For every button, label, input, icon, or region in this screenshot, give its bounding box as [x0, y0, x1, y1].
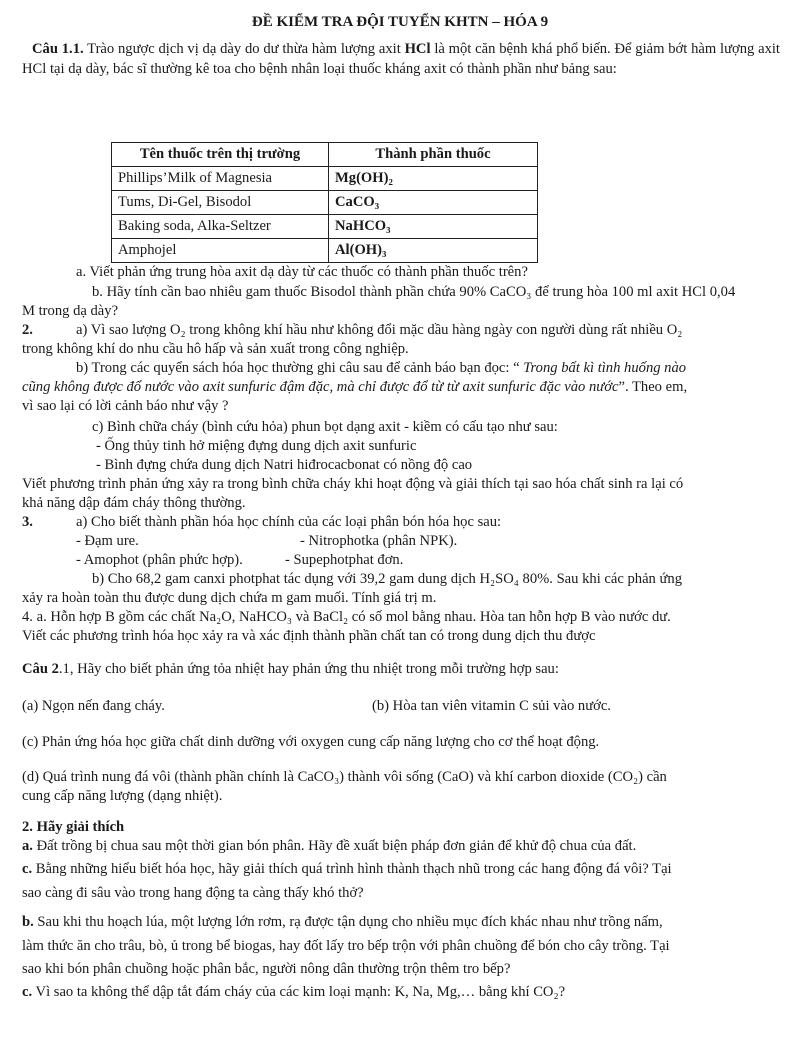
table-cell: Baking soda, Alka-Seltzer	[112, 215, 329, 239]
item-label: c.	[22, 861, 33, 877]
item-label: c.	[22, 984, 33, 1000]
question-2-1-a: (a) Ngọn nến đang cháy.	[22, 698, 165, 714]
question-2-a-line-1: a) Vì sao lượng O₂ trong không khí hầu như không đổi mặc dầu hàng ngày con người dùng rất nhiều O₂	[76, 322, 683, 338]
section-2-c-second	[22, 983, 565, 1003]
question-3-number: 3.	[22, 514, 33, 530]
fertilizer-item: - Nitrophotka (phân NPK).	[300, 533, 458, 549]
section-2-title: 2. Hãy giải thích	[22, 819, 125, 835]
question-2-c-line-2: - Ống thủy tinh hở miệng đựng dung dịch axit sunfuric	[96, 438, 417, 454]
question-text: b) Trong các quyển sách hóa học thường ghi câu sau để cảnh báo bạn đọc: “	[76, 360, 524, 376]
table-cell: CaCO₃	[329, 191, 538, 215]
question-2-1-d-line-1: (d) Quá trình nung đá vôi (thành phần chính là CaCO₃) thành vôi sống (CaO) và khí carbon dioxide (CO₂) cần	[22, 769, 667, 785]
antacid-table	[111, 142, 538, 263]
question-1-1-b-line-1: b. Hãy tính cần bao nhiêu gam thuốc Bisodol thành phần chứa 90% CaCO₃ để trung hòa 100 ml axit HCl 0,04	[92, 284, 736, 300]
question-2-a-line-2: trong không khí do nhu cầu hô hấp và sản xuất trong công nghiệp.	[22, 341, 409, 357]
item-label: b.	[22, 914, 34, 930]
table-cell: Mg(OH)₂	[329, 167, 538, 191]
question-2-b-line-1	[76, 359, 686, 379]
question-label: Câu 2	[22, 661, 59, 677]
table-row	[112, 215, 538, 239]
table-header: Thành phần thuốc	[329, 143, 538, 167]
question-3-a: a) Cho biết thành phần hóa học chính của các loại phân bón hóa học sau:	[76, 514, 502, 530]
question-3-b-line-2: xảy ra hoàn toàn thu được dung dịch chứa m gam muối. Tính giá trị m.	[22, 590, 437, 606]
question-2-number: 2.	[22, 322, 33, 338]
question-1-1-b-line-2: M trong dạ dày?	[22, 303, 119, 319]
question-4-line-1: 4. a. Hỗn hợp B gồm các chất Na₂O, NaHCO₃ và BaCl₂ có số mol bằng nhau. Hòa tan hỗn hợp B vào nước dư.	[22, 609, 671, 625]
table-row	[112, 191, 538, 215]
question-2-b-line-2	[22, 378, 687, 398]
question-2-1-d-line-2: cung cấp năng lượng (dạng nhiệt).	[22, 788, 223, 804]
item-text: Vì sao ta không thể dập tắt đám cháy của các kim loại mạnh: K, Na, Mg,… bằng khí CO₂?	[32, 984, 566, 1000]
fertilizer-item: - Đạm ure.	[76, 533, 139, 549]
table-cell: NaHCO₃	[329, 215, 538, 239]
question-text: là một căn bệnh khá phổ biến. Để giảm bớt hàm lượng axit HCl tại dạ dày, bác sĩ thường kê toa cho bệnh nhân loại thuốc kháng axit có thành phần như bảng sau:	[22, 41, 780, 77]
item-label: a.	[22, 838, 33, 854]
question-2-c-line-1: c) Bình chữa cháy (bình cứu hỏa) phun bọt dạng axit - kiềm có cấu tạo như sau:	[92, 419, 558, 435]
item-text: Đất trồng bị chua sau một thời gian bón phân. Hãy đề xuất biện pháp đơn giản để khử độ chua của đất.	[32, 838, 637, 854]
page-title: ĐỀ KIỂM TRA ĐỘI TUYỂN KHTN – HÓA 9	[251, 14, 549, 30]
question-2-1-b: (b) Hòa tan viên vitamin C sủi vào nước.	[372, 698, 611, 714]
fertilizer-item: - Amophot (phân phức hợp).	[76, 552, 243, 568]
question-2-c-line-5: khả năng dập đám cháy thông thường.	[22, 495, 246, 511]
question-3-b-line-1: b) Cho 68,2 gam canxi photphat tác dụng với 39,2 gam dung dịch H₂SO₄ 80%. Sau khi các phản ứng	[92, 571, 682, 587]
table-header: Tên thuốc trên thị trường	[112, 143, 329, 167]
section-2-c-line-1	[22, 860, 672, 880]
table-row	[112, 167, 538, 191]
section-2-b-line-2: làm thức ăn cho trâu, bò, ủ trong bể biogas, hay đốt lấy tro bếp trộn với phân chuồng để bón cho cây trồng. Tại	[22, 938, 670, 954]
table-row	[112, 239, 538, 263]
question-label: Câu 1.1.	[32, 41, 84, 57]
table-cell: Amphojel	[112, 239, 329, 263]
question-text: Trào ngược dịch vị dạ dày do dư thừa hàm lượng axit	[83, 41, 405, 57]
question-1-1-a: a. Viết phản ứng trung hòa axit dạ dày từ các thuốc có thành phần thuốc trên?	[76, 264, 528, 280]
quote-text: cũng không được đổ nước vào axit sunfuric đậm đặc, mà chỉ được đổ từ từ axit sunfuric đặc vào nước	[22, 379, 619, 395]
item-text: Bằng những hiểu biết hóa học, hãy giải thích quá trình hình thành thạch nhũ trong các hang động đá vôi? Tại	[32, 861, 672, 877]
question-2-c-line-3: - Bình đựng chứa dung dịch Natri hiđrocacbonat có nồng độ cao	[96, 457, 473, 473]
question-1-1-intro	[22, 40, 780, 79]
hcl-formula: HCl	[404, 41, 431, 57]
table-cell: Al(OH)₃	[329, 239, 538, 263]
question-2-1-c: (c) Phản ứng hóa học giữa chất dinh dưỡng với oxygen cung cấp năng lượng cho cơ thể hoạt động.	[22, 734, 600, 750]
question-text: ”. Theo em,	[618, 379, 688, 395]
fertilizer-item: - Supephotphat đơn.	[285, 552, 404, 568]
question-4-line-2: Viết các phương trình hóa học xảy ra và xác định thành phần chất tan có trong dung dịch thu được	[22, 628, 596, 644]
section-2-b-line-3: sao khi bón phân chuồng hoặc phân bắc, người nông dân thường trộn thêm tro bếp?	[22, 961, 511, 977]
section-2-b-line-1	[22, 913, 663, 933]
question-text: .1, Hãy cho biết phản ứng tỏa nhiệt hay phản ứng thu nhiệt trong mỗi trường hợp sau:	[58, 661, 559, 677]
quote-text: Trong bất kì tình huống nào	[523, 360, 687, 376]
table-cell: Phillips’Milk of Magnesia	[112, 167, 329, 191]
item-text: Sau khi thu hoạch lúa, một lượng lớn rơm, rạ được tận dụng cho nhiều mục đích khác nhau như trồng nấm,	[33, 914, 663, 930]
section-2-c-line-2: sao càng đi sâu vào trong hang động ta càng thấy khó thở?	[22, 885, 364, 901]
table-cell: Tums, Di-Gel, Bisodol	[112, 191, 329, 215]
question-2-1-heading	[22, 660, 559, 680]
question-2-c-line-4: Viết phương trình phản ứng xảy ra trong bình chữa cháy khi hoạt động và giải thích tại sao hóa chất sinh ra lại có	[22, 476, 684, 492]
table-header-row	[112, 143, 538, 167]
section-2-a	[22, 837, 636, 857]
question-2-b-line-3: vì sao lại có lời cảnh báo như vậy ?	[22, 398, 229, 414]
